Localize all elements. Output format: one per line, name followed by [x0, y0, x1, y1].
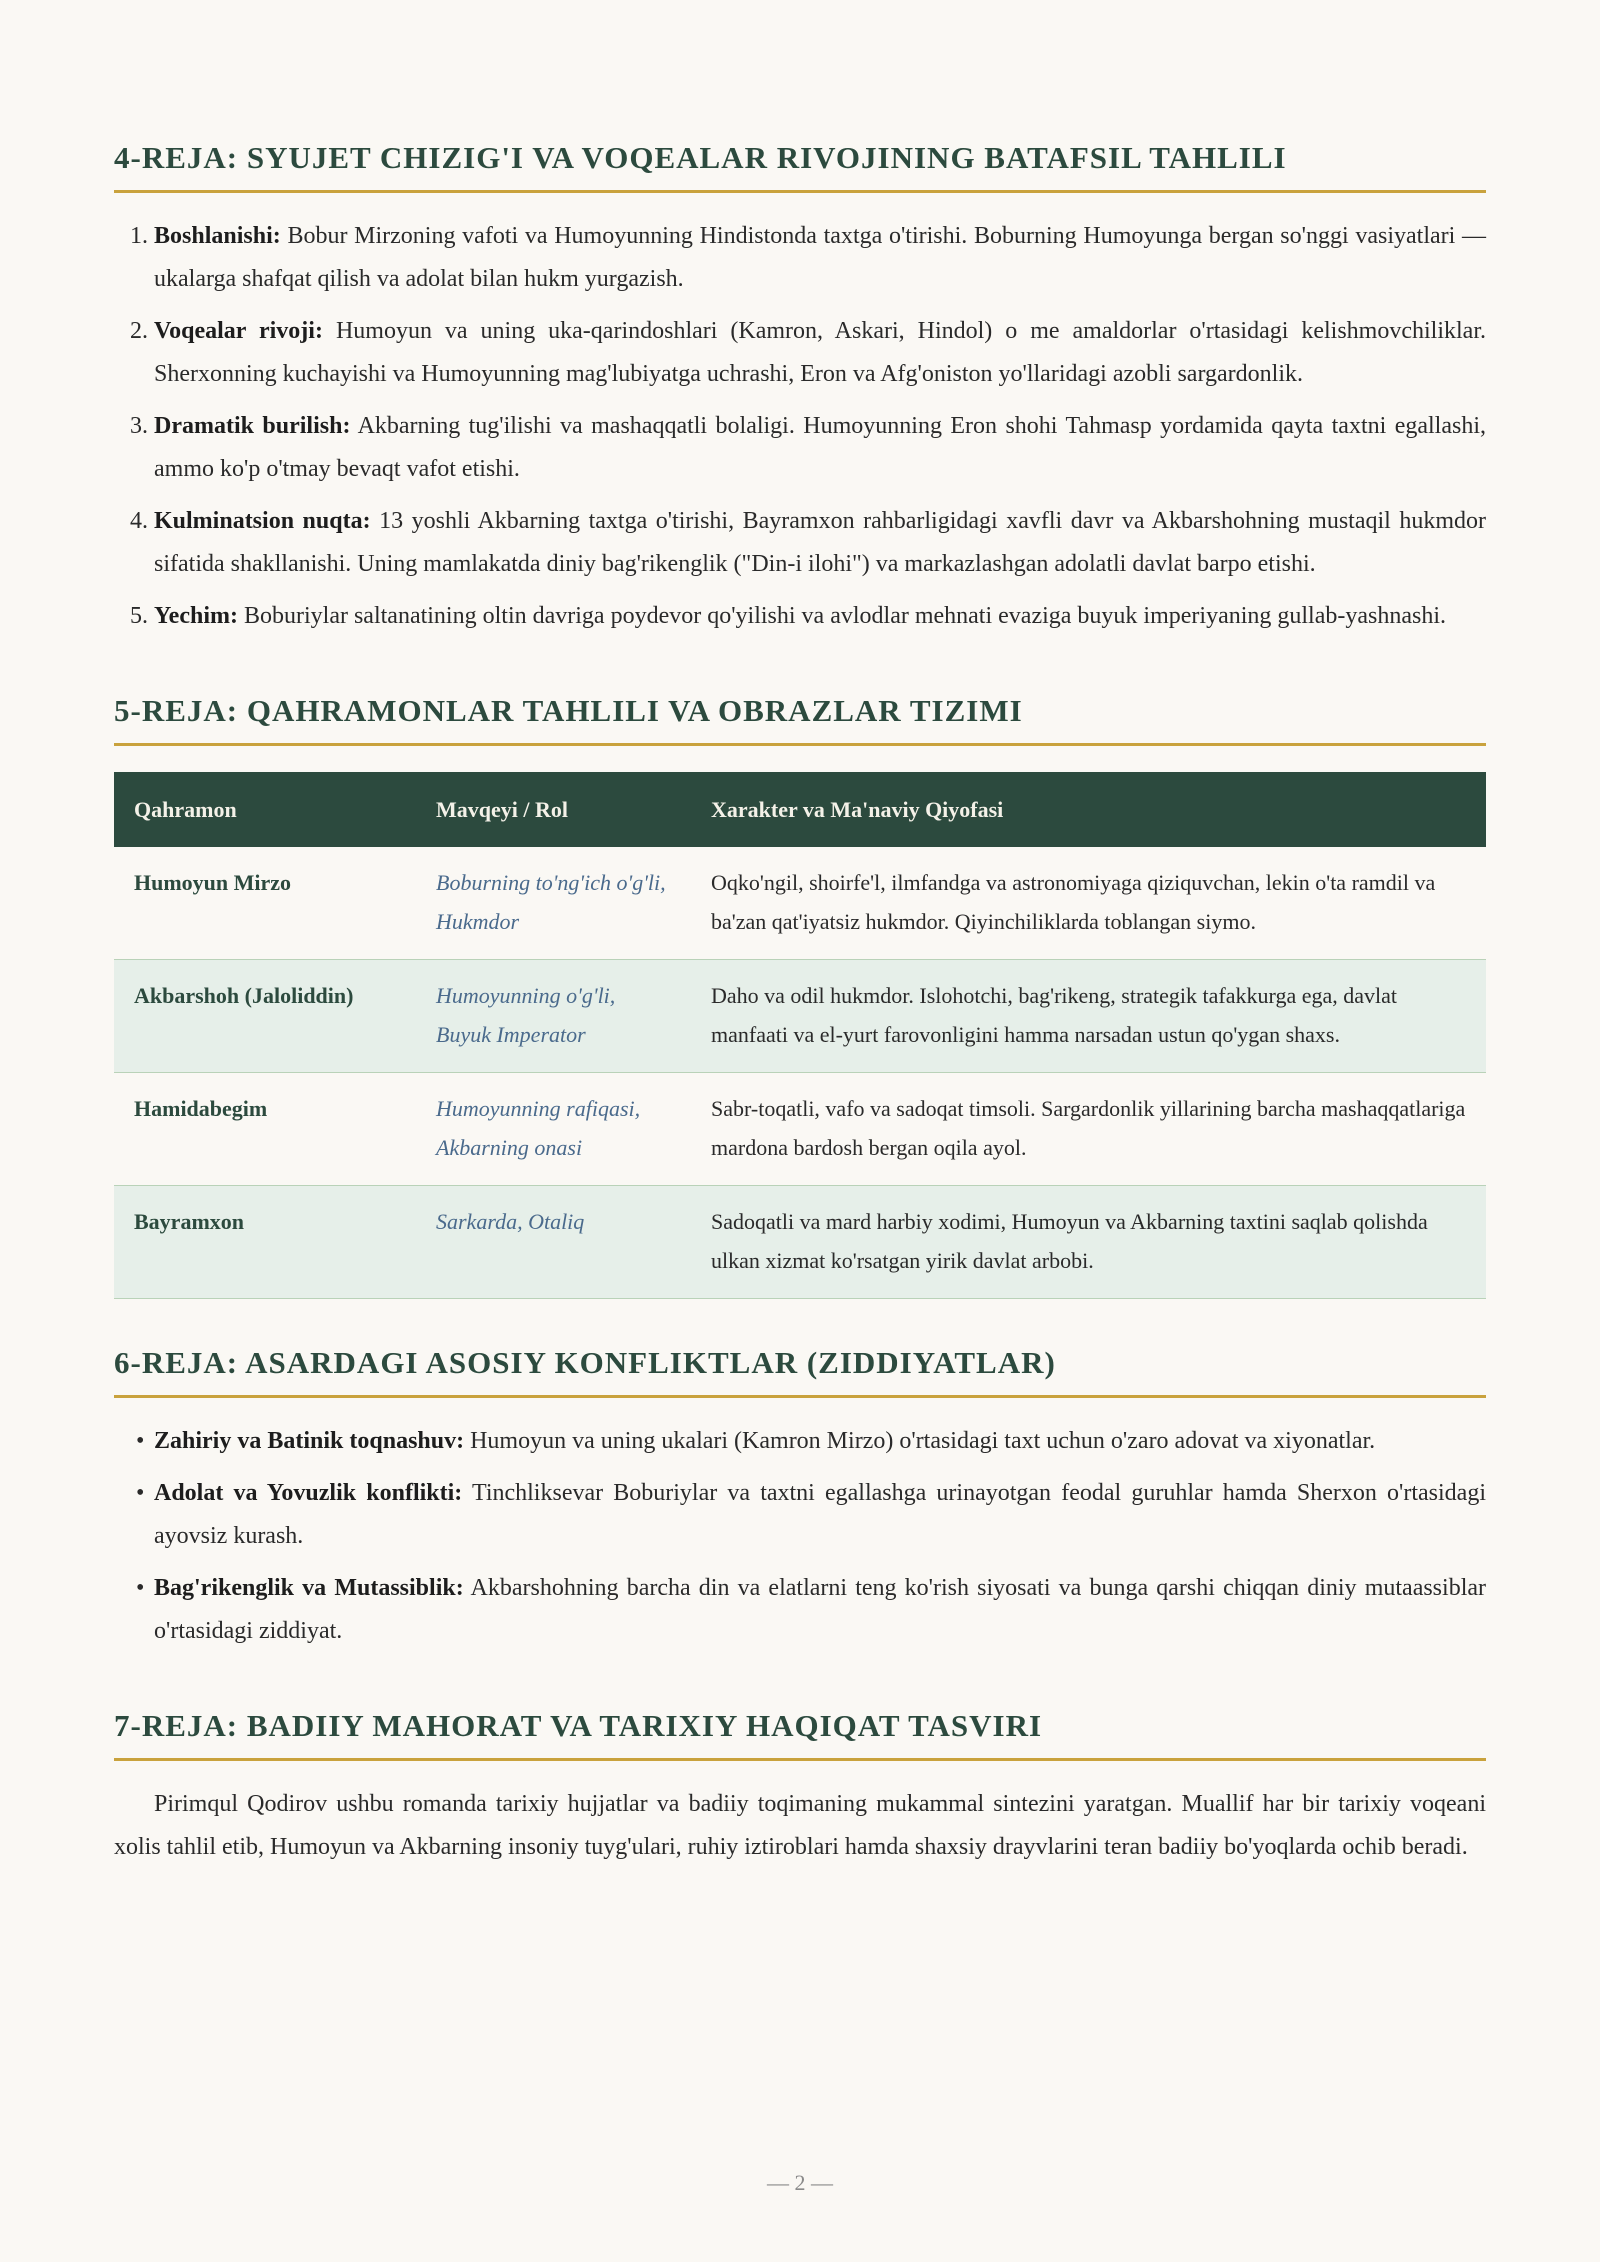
character-name: Hamidabegim: [114, 1073, 416, 1186]
bullet-icon: •: [136, 1480, 145, 1506]
item-label: Zahiriy va Batinik toqnashuv:: [154, 1428, 465, 1454]
list-item: [154, 595, 1486, 638]
section-7-paragraph: Pirimqul Qodirov ushbu romanda tarixiy hujjatlar va badiiy toqimaning mukammal sintezini yaratgan. Muallif har bir tarixiy voqeani xolis tahlil etib, Humoyun va Akbarning insoniy tuyg'ulari, ruhiy iztiroblari hamda shaxsiy drayvlarini teran badiiy bo'yoqlarda ochib beradi.: [114, 1791, 1486, 1860]
character-description: Sabr-toqatli, vafo va sadoqat timsoli. Sargardonlik yillarining barcha mashaqqatlariga mardona bardosh bergan oqila ayol.: [691, 1073, 1486, 1186]
column-header: Mavqeyi / Rol: [416, 772, 691, 847]
list-item: [136, 1567, 1486, 1653]
item-text: Akbarning tug'ilishi va mashaqqatli bolaligi. Humoyunning Eron shohi Tahmasp yordamida qayta taxtni egallashi, ammo ko'p o'tmay bevaqt vafot etishi.: [154, 413, 1486, 482]
item-label: Yechim:: [154, 603, 238, 629]
section-5-title: 5-REJA: QAHRAMONLAR TAHLILI VA OBRAZLAR TIZIMI: [114, 693, 1486, 746]
bullet-icon: •: [136, 1575, 145, 1601]
character-role: Humoyunning o'g'li, Buyuk Imperator: [416, 960, 691, 1073]
item-label: Kulminatsion nuqta:: [154, 508, 371, 534]
list-item: [154, 310, 1486, 396]
item-text: Tinchliksevar Boburiylar va taxtni egallashga urinayotgan feodal guruhlar hamda Sherxon o'rtasidagi ayovsiz kurash.: [154, 1480, 1486, 1549]
character-name: Bayramxon: [114, 1186, 416, 1299]
table-row: [114, 847, 1486, 960]
section-6-title: 6-REJA: ASARDAGI ASOSIY KONFLIKTLAR (ZIDDIYATLAR): [114, 1345, 1486, 1398]
item-text: Akbarshohning barcha din va elatlarni teng ko'rish siyosati va bunga qarshi chiqqan diniy mutaassiblar o'rtasidagi ziddiyat.: [154, 1575, 1486, 1644]
character-name: Akbarshoh (Jaloliddin): [114, 960, 416, 1073]
item-text: Humoyun va uning ukalari (Kamron Mirzo) o'rtasidagi taxt uchun o'zaro adovat va xiyonatlar.: [470, 1428, 1376, 1454]
character-description: Daho va odil hukmdor. Islohotchi, bag'rikeng, strategik tafakkurga ega, davlat manfaati va el-yurt farovonligini hamma narsadan ustun qo'ygan shaxs.: [691, 960, 1486, 1073]
table-header-row: [114, 772, 1486, 847]
item-text: Boburiylar saltanatining oltin davriga poydevor qo'yilishi va avlodlar mehnati evaziga buyuk imperiyaning gullab-yashnashi.: [243, 603, 1447, 629]
item-label: Bag'rikenglik va Mutassiblik:: [154, 1575, 464, 1601]
item-label: Boshlanishi:: [154, 223, 281, 249]
list-item: [136, 1420, 1486, 1463]
column-header: Qahramon: [114, 772, 416, 847]
table-row: [114, 960, 1486, 1073]
list-item: [154, 405, 1486, 491]
plot-list: [114, 215, 1486, 638]
character-role: Boburning to'ng'ich o'g'li, Hukmdor: [416, 847, 691, 960]
table-row: [114, 1073, 1486, 1186]
item-text: Bobur Mirzoning vafoti va Humoyunning Hindistonda taxtga o'tirishi. Boburning Humoyunga bergan so'nggi vasiyatlari — ukalarga shafqat qilish va adolat bilan hukm yurgazish.: [154, 223, 1487, 292]
page-number: — 2 —: [767, 2170, 833, 2195]
item-label: Dramatik burilish:: [154, 413, 351, 439]
column-header: Xarakter va Ma'naviy Qiyofasi: [691, 772, 1486, 847]
item-text: Humoyun va uning uka-qarindoshlari (Kamron, Askari, Hindol) o me amaldorlar o'rtasidagi kelishmovchiliklar. Sherxonning kuchayishi va Humoyunning mag'lubiyatga uchrashi, Eron va Afg'oniston yo'llaridagi azobli sargardonlik.: [154, 318, 1486, 387]
characters-table: [114, 772, 1486, 1299]
table-row: [114, 1186, 1486, 1299]
conflict-list: [114, 1420, 1486, 1653]
character-description: Oqko'ngil, shoirfe'l, ilmfandga va astronomiyaga qiziquvchan, lekin o'ta ramdil va ba'zan qat'iyatsiz hukmdor. Qiyinchiliklarda toblangan siymo.: [691, 847, 1486, 960]
character-name: Humoyun Mirzo: [114, 847, 416, 960]
character-description: Sadoqatli va mard harbiy xodimi, Humoyun va Akbarning taxtini saqlab qolishda ulkan xizmat ko'rsatgan yirik davlat arbobi.: [691, 1186, 1486, 1299]
character-role: Sarkarda, Otaliq: [416, 1186, 691, 1299]
section-4-title: 4-REJA: SYUJET CHIZIG'I VA VOQEALAR RIVOJINING BATAFSIL TAHLILI: [114, 140, 1486, 193]
list-item: [154, 500, 1486, 586]
item-text: 13 yoshli Akbarning taxtga o'tirishi, Bayramxon rahbarligidagi xavfli davr va Akbarshohning mustaqil hukmdor sifatida shakllanishi. Uning mamlakatda diniy bag'rikenglik ("Din-i ilohi") va markazlashgan adolatli davlat barpo etishi.: [154, 508, 1486, 577]
item-label: Voqealar rivoji:: [154, 318, 323, 344]
item-label: Adolat va Yovuzlik konflikti:: [154, 1480, 463, 1506]
list-item: [136, 1472, 1486, 1558]
list-item: [154, 215, 1486, 301]
section-7-title: 7-REJA: BADIIY MAHORAT VA TARIXIY HAQIQAT TASVIRI: [114, 1708, 1486, 1761]
character-role: Humoyunning rafiqasi, Akbarning onasi: [416, 1073, 691, 1186]
bullet-icon: •: [136, 1428, 145, 1454]
